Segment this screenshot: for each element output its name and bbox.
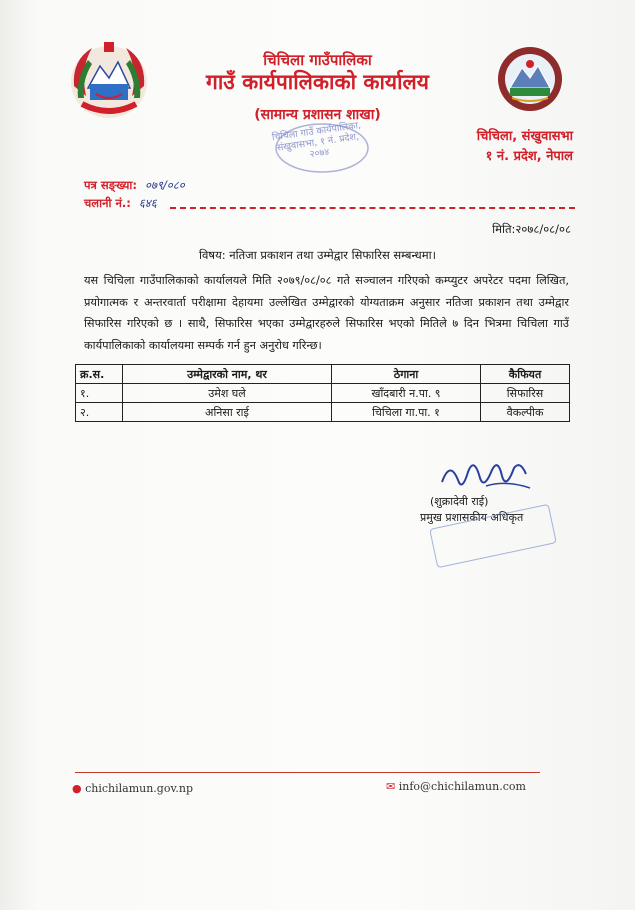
cell-remarks: वैकल्पीक xyxy=(481,403,570,422)
cell-address: चिचिला गा.पा. १ xyxy=(332,403,481,422)
office-branch: (सामान्य प्रशासन शाखा) xyxy=(254,107,381,123)
letter-date: मिति:२०७८/०८/०८ xyxy=(492,222,571,236)
stamp-text: चिचिला गाउँ कार्यपालिका, संखुवासभा, १ नं. प्रदेश, २०७४ xyxy=(271,119,362,161)
table-header-row xyxy=(76,365,570,384)
address-line2: १ नं. प्रदेश, नेपाल xyxy=(485,149,573,164)
signature-icon xyxy=(436,452,536,498)
patra-value: ०७९/०८० xyxy=(144,178,185,192)
table-row xyxy=(76,384,570,403)
cell-address: खाँदबारी न.पा. ९ xyxy=(332,384,481,403)
cell-sn: २. xyxy=(76,403,123,422)
patra-label: पत्र सङ्ख्या: xyxy=(84,178,137,192)
envelope-icon: ✉ xyxy=(386,780,396,793)
chalani-number xyxy=(84,196,157,211)
col-header-remarks: कैफियत xyxy=(481,365,570,384)
signatory-title: प्रमुख प्रशासकीय अधिकृत xyxy=(420,511,524,524)
patra-number xyxy=(84,178,185,193)
cell-remarks: सिफारिस xyxy=(481,384,570,403)
col-header-name: उम्मेद्वारको नाम, थर xyxy=(123,365,332,384)
office-name-line1: चिचिला गाउँपालिका xyxy=(263,51,372,69)
footer-email xyxy=(386,780,526,793)
cell-name: अनिसा राई xyxy=(123,403,332,422)
result-table xyxy=(75,364,570,422)
letter-subject: विषय: नतिजा प्रकाशन तथा उम्मेद्वार सिफारिस सम्बन्धमा। xyxy=(199,248,436,262)
footer-website xyxy=(72,782,193,795)
header-divider xyxy=(170,207,575,209)
col-header-address: ठेगाना xyxy=(332,365,481,384)
signatory-name: (शुक्रादेवी राई) xyxy=(430,495,489,508)
cell-name: उमेश घले xyxy=(123,384,332,403)
table-row xyxy=(76,403,570,422)
globe-icon: ● xyxy=(72,782,82,795)
col-header-sn: क्र.स. xyxy=(76,365,123,384)
office-name-line2: गाउँ कार्यपालिकाको कार्यालय xyxy=(206,70,429,94)
address-line1: चिचिला, संखुवासभा xyxy=(476,129,573,144)
cell-sn: १. xyxy=(76,384,123,403)
chalani-label: चलानी नं.: xyxy=(84,196,131,210)
chalani-value: ६४६ xyxy=(138,196,157,210)
letter-body: यस चिचिला गाउँपालिकाको कार्यालयले मिति २०७९/०८/०८ गते सञ्चालन गरिएको कम्प्युटर अपरेटर पदमा लिखित, प्रयोगात्मक र अन्तरवार्ता परीक्षामा देहायमा उल्लेखित उम्मेद्वारको योग्यताक्रम अनुसार नतिजा प्रकाशन तथा उम्मेद्वार सिफारिस गरिएको छ । साथै, सिफारिस भएका उम्मेद्वारहरुले सिफारिस भएको मितिले ७ दिन भित्रमा चिचिला गाउँ कार्यपालिकाको कार्यालयमा सम्पर्क गर्न हुन अनुरोध गरिन्छ। xyxy=(84,274,569,352)
footer-divider xyxy=(75,772,540,773)
email-text: info@chichilamun.com xyxy=(398,780,526,793)
website-text: chichilamun.gov.np xyxy=(85,782,194,795)
